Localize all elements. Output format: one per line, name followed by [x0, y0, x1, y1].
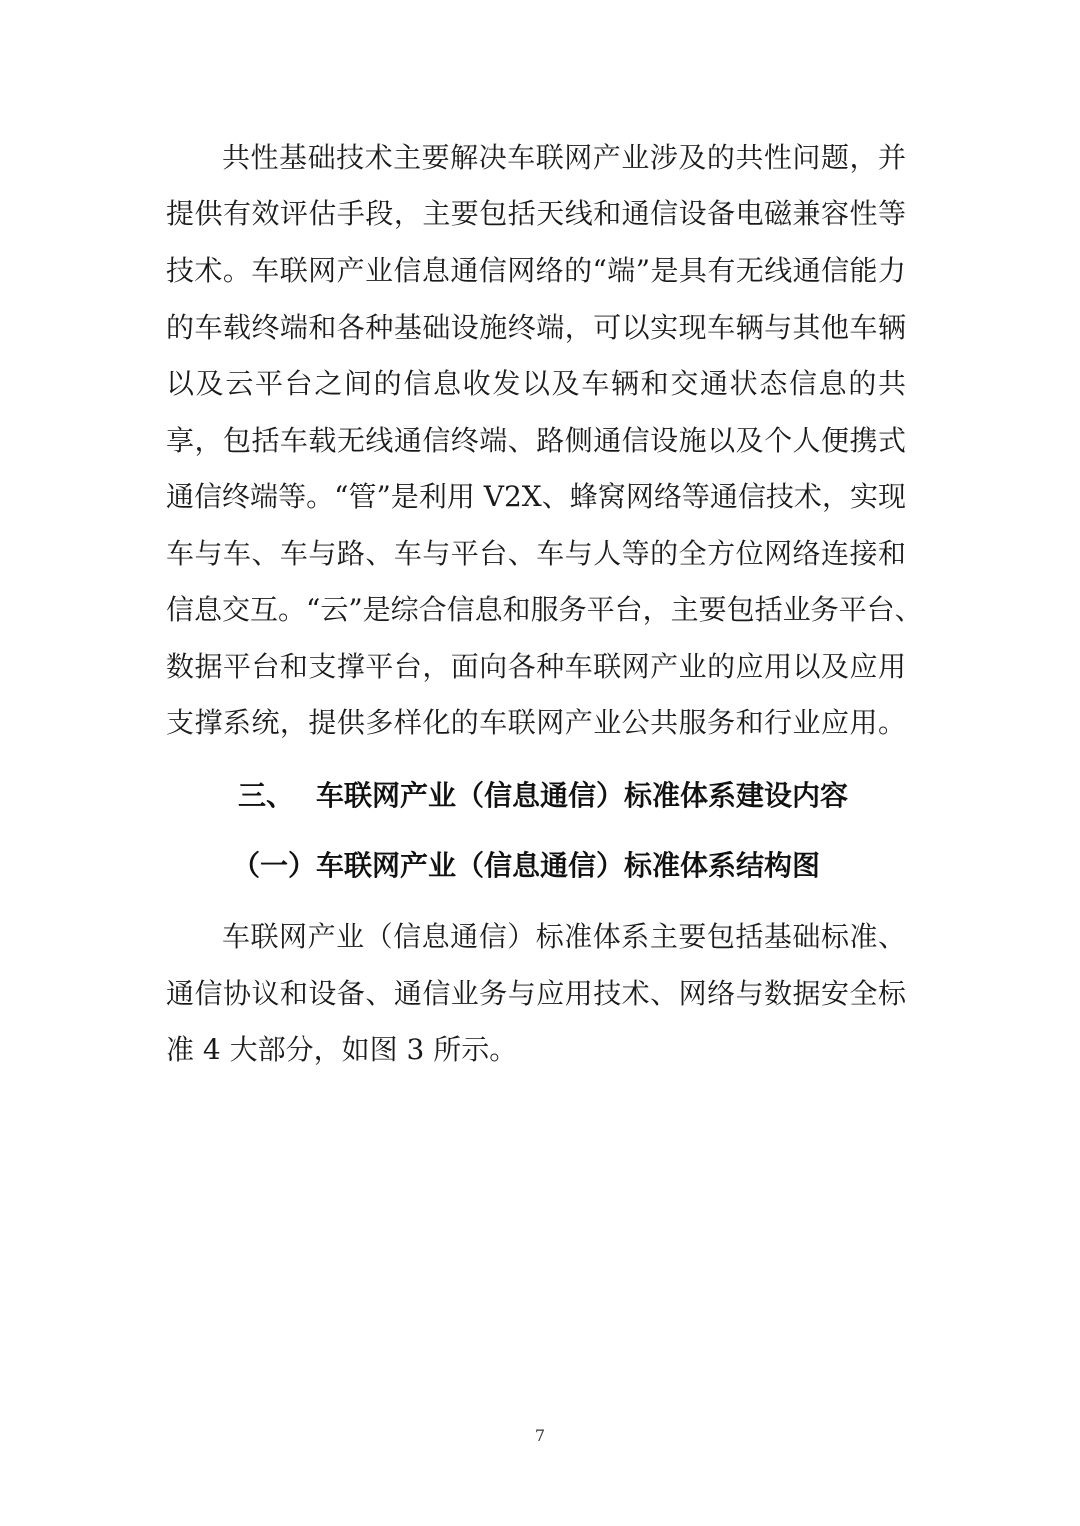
- paragraph-line: 通信终端等。“管”是利用 V2X、蜂窝网络等通信技术，实现: [166, 480, 906, 513]
- section-heading: [238, 776, 848, 816]
- paragraph-line: 以及云平台之间的信息收发以及车辆和交通状态信息的共: [166, 367, 906, 400]
- section-title: 车联网产业（信息通信）标准体系建设内容: [316, 779, 849, 812]
- paragraph-line: 数据平台和支撑平台，面向各种车联网产业的应用以及应用: [166, 650, 906, 683]
- paragraph-line: 技术。车联网产业信息通信网络的“端”是具有无线通信能力: [166, 254, 906, 287]
- paragraph-line: 共性基础技术主要解决车联网产业涉及的共性问题，并: [222, 141, 906, 174]
- paragraph-line: 提供有效评估手段，主要包括天线和通信设备电磁兼容性等: [166, 197, 906, 230]
- paragraph-line: 车与车、车与路、车与平台、车与人等的全方位网络连接和: [166, 537, 906, 570]
- subsection-heading: （一）车联网产业（信息通信）标准体系结构图: [232, 849, 821, 882]
- paragraph-line: 支撑系统，提供多样化的车联网产业公共服务和行业应用。: [166, 706, 906, 739]
- paragraph-line: 信息交互。“云”是综合信息和服务平台，主要包括业务平台、: [166, 593, 923, 626]
- section-number: 三、: [238, 779, 295, 812]
- page-number: 7: [534, 1426, 546, 1445]
- paragraph-line: 车联网产业（信息通信）标准体系主要包括基础标准、: [222, 920, 906, 953]
- paragraph-line: 准 4 大部分，如图 3 所示。: [166, 1033, 518, 1066]
- paragraph-line: 通信协议和设备、通信业务与应用技术、网络与数据安全标: [166, 977, 906, 1010]
- paragraph-line: 的车载终端和各种基础设施终端，可以实现车辆与其他车辆: [166, 311, 906, 344]
- paragraph-line: 享，包括车载无线通信终端、路侧通信设施以及个人便携式: [166, 424, 906, 457]
